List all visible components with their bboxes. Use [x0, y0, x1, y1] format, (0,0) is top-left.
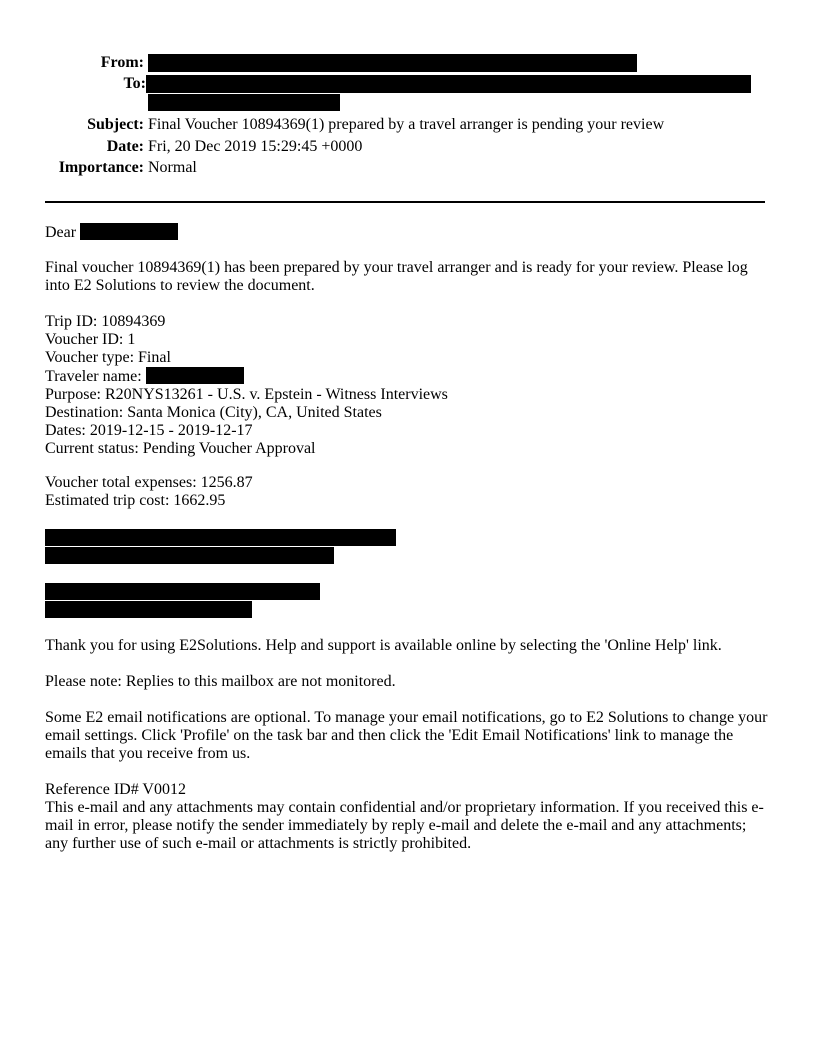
redacted-block-2-line2: [45, 601, 252, 618]
importance-label: Importance:: [58, 159, 144, 176]
subject-label: Subject:: [87, 116, 144, 133]
redacted-to: [146, 75, 751, 93]
reference-id: Reference ID# V0012: [45, 781, 186, 798]
purpose: Purpose: R20NYS13261 - U.S. v. Epstein - Witness Interviews: [45, 386, 448, 403]
disclaimer: This e-mail and any attachments may contain confidential and/or proprietary information. If you received this e-mail in error, please notify the sender immediately by reply e-mail and delete the e-mail and any attachments; any further use of such e-mail or attachments is strictly prohibited.: [45, 799, 764, 852]
voucher-total: Voucher total expenses: 1256.87: [45, 474, 253, 491]
dates: Dates: 2019-12-15 - 2019-12-17: [45, 422, 253, 439]
note-paragraph: Please note: Replies to this mailbox are not monitored.: [45, 673, 396, 690]
traveler-name-label: Traveler name:: [45, 368, 142, 385]
current-status: Current status: Pending Voucher Approval: [45, 440, 316, 457]
header-divider: [45, 201, 765, 203]
date-label: Date:: [106, 138, 144, 155]
greeting: Dear: [45, 224, 77, 241]
subject: Final Voucher 10894369(1) prepared by a travel arranger is pending your review: [148, 116, 665, 133]
totals: [45, 474, 770, 510]
footer: [45, 781, 770, 853]
thanks-paragraph: Thank you for using E2Solutions. Help and support is available online by selecting the 'Online Help' link.: [45, 637, 722, 654]
redacted-traveler-name: [146, 367, 244, 384]
trip-id: Trip ID: 10894369: [45, 313, 166, 330]
voucher-type: Voucher type: Final: [45, 349, 171, 366]
redacted-from: [148, 54, 637, 72]
date: Fri, 20 Dec 2019 15:29:45 +0000: [148, 138, 363, 155]
redacted-block-1-line1: [45, 529, 396, 546]
from-label: From:: [100, 54, 144, 71]
estimated-cost: Estimated trip cost: 1662.95: [45, 492, 226, 509]
trip-details: [45, 313, 770, 458]
voucher-id: Voucher ID: 1: [45, 331, 136, 348]
redacted-recipient-name: [80, 223, 178, 240]
importance: Normal: [148, 159, 197, 176]
redacted-to-line2: [148, 94, 340, 111]
destination: Destination: Santa Monica (City), CA, United States: [45, 404, 382, 421]
redacted-block-1-line2: [45, 547, 334, 564]
redacted-block-2-line1: [45, 583, 320, 600]
intro-paragraph: Final voucher 10894369(1) has been prepared by your travel arranger and is ready for your review. Please log into E2 Solutions to review the document.: [45, 259, 748, 294]
to-label: To:: [123, 75, 146, 92]
notifications-paragraph: Some E2 email notifications are optional. To manage your email notifications, go to E2 Solutions to change your email settings. Click 'Profile' on the task bar and then click the 'Edit Email Notifications' link to manage the emails that you receive from us.: [45, 709, 768, 762]
greeting-line: [45, 223, 770, 242]
